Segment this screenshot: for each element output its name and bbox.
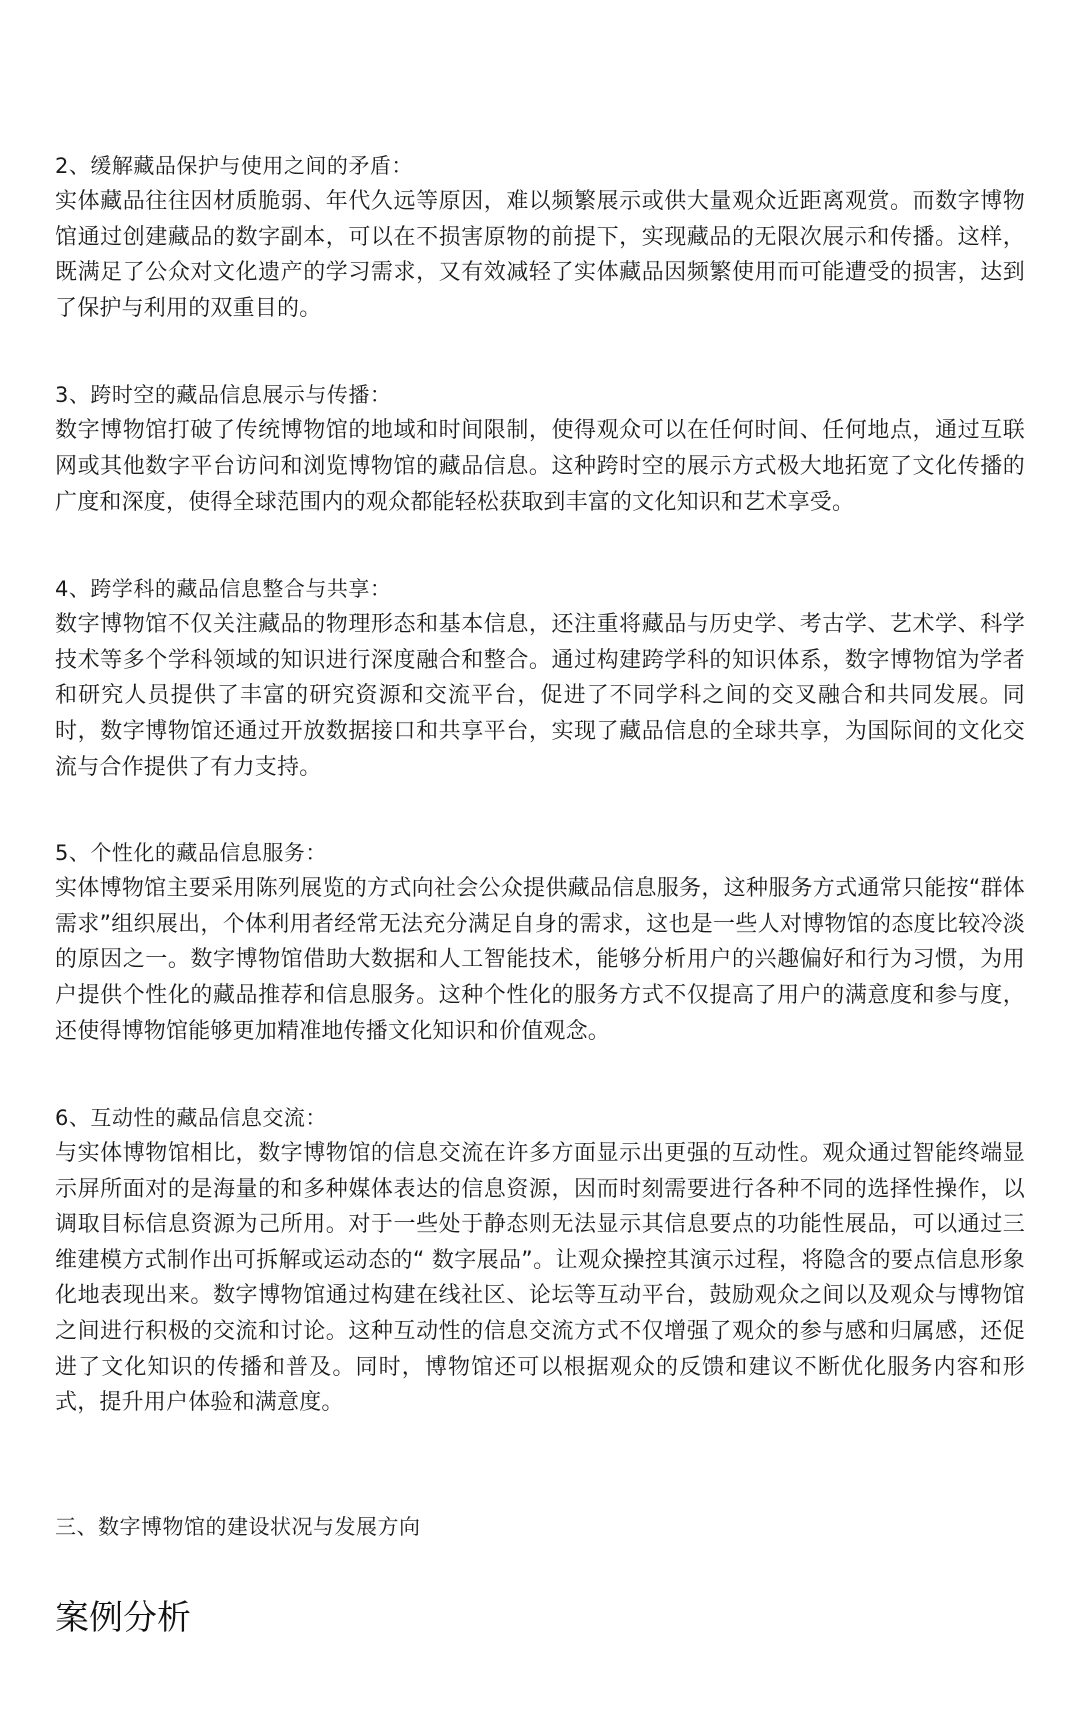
section-title: 2、缓解藏品保护与使用之间的矛盾：	[55, 154, 413, 178]
document-page	[55, 148, 1025, 1643]
section-3	[55, 377, 1025, 520]
section-title: 4、跨学科的藏品信息整合与共享：	[55, 577, 392, 602]
section-body: 与实体博物馆相比，数字博物馆的信息交流在许多方面显示出更强的互动性。观众通过智能终端显示屏所面对的是海量的和多种媒体表达的信息资源，因而时刻需要进行各种不同的选择性操作，以调取目标信息资源为己所用。对于一些处于静态则无法显示其信息要点的功能性展品，可以通过三维建模方式制作出可拆解或运动态的“ 数字展品”。让观众操控其演示过程，将隐含的要点信息形象化地表现出来。数字博物馆通过构建在线社区、论坛等互动平台，鼓励观众之间以及观众与博物馆之间进行积极的交流和讨论。这种互动性的信息交流方式不仅增强了观众的参与感和归属感，还促进了文化知识的传播和普及。同时，博物馆还可以根据观众的反馈和建议不断优化服务内容和形式，提升用户体验和满意度。	[55, 1141, 1025, 1416]
case-analysis-heading: 案例分析	[55, 1597, 191, 1638]
chapter-title: 三、数字博物馆的建设状况与发展方向	[55, 1514, 421, 1539]
section-2	[55, 148, 1025, 326]
section-body: 实体藏品往往因材质脆弱、年代久远等原因，难以频繁展示或供大量观众近距离观赏。而数字博物馆通过创建藏品的数字副本，可以在不损害原物的前提下，实现藏品的无限次展示和传播。这样，既满足了公众对文化遗产的学习需求，又有效减轻了实体藏品因频繁使用而可能遭受的损害，达到了保护与利用的双重目的。	[55, 189, 1025, 321]
section-body: 数字博物馆打破了传统博物馆的地域和时间限制，使得观众可以在任何时间、任何地点，通过互联网或其他数字平台访问和浏览博物馆的藏品信息。这种跨时空的展示方式极大地拓宽了文化传播的广度和深度，使得全球范围内的观众都能轻松获取到丰富的文化知识和艺术享受。	[55, 418, 1025, 515]
section-title: 3、跨时空的藏品信息展示与传播：	[55, 383, 392, 408]
section-title: 6、互动性的藏品信息交流：	[55, 1106, 327, 1131]
section-body: 数字博物馆不仅关注藏品的物理形态和基本信息，还注重将藏品与历史学、考古学、艺术学、科学技术等多个学科领域的知识进行深度融合和整合。通过构建跨学科的知识体系，数字博物馆为学者和研究人员提供了丰富的研究资源和交流平台，促进了不同学科之间的交叉融合和共同发展。同时，数字博物馆还通过开放数据接口和共享平台，实现了藏品信息的全球共享，为国际间的文化交流与合作提供了有力支持。	[55, 612, 1025, 780]
section-6	[55, 1100, 1025, 1421]
section-title: 5、个性化的藏品信息服务：	[55, 841, 327, 866]
section-5	[55, 835, 1025, 1049]
section-body: 实体博物馆主要采用陈列展览的方式向社会公众提供藏品信息服务，这种服务方式通常只能按“群体需求”组织展出，个体利用者经常无法充分满足自身的需求，这也是一些人对博物馆的态度比较冷淡的原因之一。数字博物馆借助大数据和人工智能技术，能够分析用户的兴趣偏好和行为习惯，为用户提供个性化的藏品推荐和信息服务。这种个性化的服务方式不仅提高了用户的满意度和参与度，还使得博物馆能够更加精准地传播文化知识和价值观念。	[55, 876, 1025, 1044]
section-4	[55, 571, 1025, 785]
